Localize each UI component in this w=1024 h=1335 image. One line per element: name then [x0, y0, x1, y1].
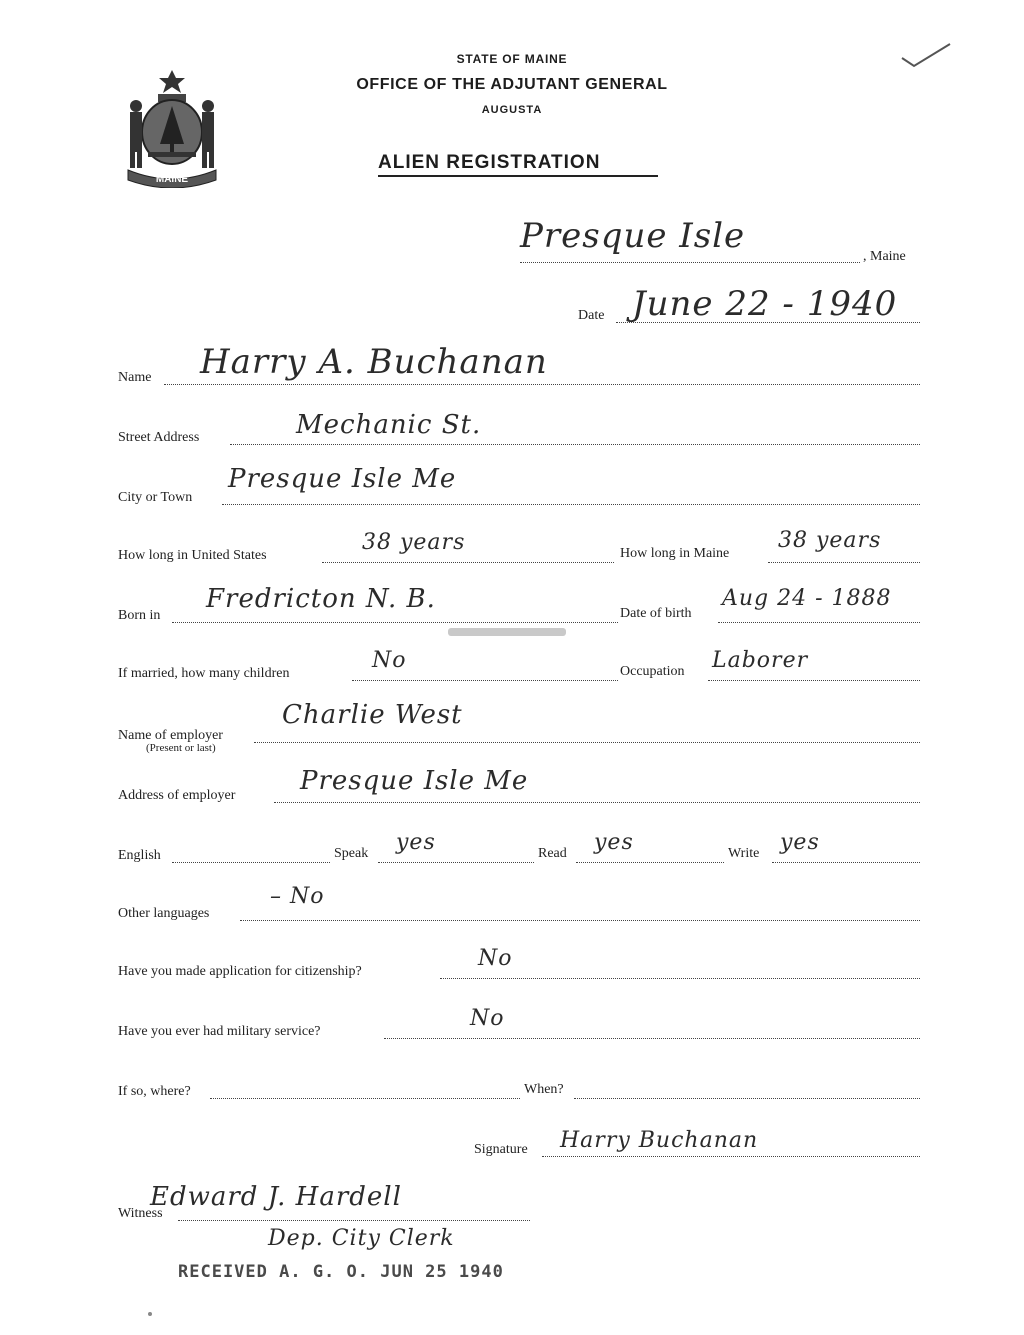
witness-title-entry: Dep. City Clerk — [268, 1226, 455, 1251]
date-of-birth-label: Date of birth — [620, 606, 692, 621]
employer-label: Name of employer — [118, 728, 223, 743]
how-long-maine-label: How long in Maine — [620, 546, 730, 561]
children-line — [352, 680, 618, 681]
employer-line — [254, 742, 920, 743]
employer-address-entry[interactable]: Presque Isle Me — [300, 766, 529, 796]
other-languages-label: Other languages — [118, 906, 210, 921]
employer-note: (Present or last) — [146, 742, 216, 754]
city-line — [222, 504, 920, 505]
speak-entry[interactable]: yes — [396, 830, 436, 855]
place-entry[interactable]: Presque Isle — [520, 216, 746, 256]
how-long-maine-line — [768, 562, 920, 563]
witness-entry[interactable]: Edward J. Hardell — [150, 1182, 402, 1212]
occupation-entry[interactable]: Laborer — [712, 648, 809, 673]
form-title: ALIEN REGISTRATION — [378, 152, 658, 177]
employer-address-line — [274, 802, 920, 803]
date-label: Date — [578, 308, 605, 323]
header-state: STATE OF MAINE — [456, 52, 568, 66]
citizenship-entry[interactable]: No — [478, 946, 513, 971]
citizenship-label: Have you made application for citizenship? — [118, 964, 362, 979]
english-line — [172, 862, 330, 863]
english-label: English — [118, 848, 161, 863]
military-line — [384, 1038, 920, 1039]
where-line — [210, 1098, 520, 1099]
where-label: If so, where? — [118, 1084, 191, 1099]
read-label: Read — [538, 846, 567, 861]
date-of-birth-entry[interactable]: Aug 24 - 1888 — [722, 586, 892, 611]
born-in-line — [172, 622, 618, 623]
scan-speck — [148, 1312, 152, 1316]
when-label: When? — [524, 1082, 564, 1097]
witness-line — [178, 1220, 530, 1221]
date-of-birth-line — [718, 622, 920, 623]
military-entry[interactable]: No — [470, 1006, 505, 1031]
other-languages-line — [240, 920, 920, 921]
date-entry[interactable]: June 22 - 1940 — [632, 284, 898, 324]
received-stamp: RECEIVED A. G. O. JUN 25 1940 — [178, 1262, 504, 1282]
how-long-us-entry[interactable]: 38 years — [362, 530, 466, 555]
read-entry[interactable]: yes — [594, 830, 634, 855]
header-office: OFFICE OF THE ADJUTANT GENERAL — [356, 76, 668, 93]
city-label: City or Town — [118, 490, 193, 505]
street-address-line — [230, 444, 920, 445]
name-label: Name — [118, 370, 152, 385]
seal-text: MAINE — [155, 174, 189, 185]
children-entry[interactable]: No — [372, 648, 407, 673]
born-in-label: Born in — [118, 608, 161, 623]
write-entry[interactable]: yes — [780, 830, 820, 855]
witness-label: Witness — [118, 1206, 163, 1221]
employer-entry[interactable]: Charlie West — [282, 700, 463, 730]
city-entry[interactable]: Presque Isle Me — [228, 464, 457, 494]
write-label: Write — [728, 846, 760, 861]
employer-address-label: Address of employer — [118, 788, 236, 803]
born-in-entry[interactable]: Fredricton N. B. — [206, 584, 436, 614]
name-entry[interactable]: Harry A. Buchanan — [200, 342, 548, 382]
street-address-label: Street Address — [118, 430, 200, 445]
header-city: AUGUSTA — [481, 104, 543, 116]
how-long-maine-entry[interactable]: 38 years — [778, 528, 882, 553]
citizenship-line — [440, 978, 920, 979]
street-address-entry[interactable]: Mechanic St. — [296, 410, 482, 440]
how-long-us-label: How long in United States — [118, 548, 267, 563]
place-line — [520, 262, 860, 263]
signature-label: Signature — [474, 1142, 528, 1157]
signature-entry[interactable]: Harry Buchanan — [560, 1128, 759, 1153]
military-label: Have you ever had military service? — [118, 1024, 321, 1039]
ink-smudge — [448, 628, 566, 636]
speak-label: Speak — [334, 846, 369, 861]
children-label: If married, how many children — [118, 666, 290, 681]
speak-line — [378, 862, 534, 863]
name-line — [164, 384, 920, 385]
write-line — [772, 862, 920, 863]
state-suffix-label: , Maine — [863, 249, 906, 264]
occupation-line — [708, 680, 920, 681]
occupation-label: Occupation — [620, 664, 685, 679]
how-long-us-line — [322, 562, 614, 563]
signature-line — [542, 1156, 920, 1157]
read-line — [576, 862, 724, 863]
when-line — [574, 1098, 920, 1099]
other-languages-entry[interactable]: – No — [270, 884, 325, 909]
